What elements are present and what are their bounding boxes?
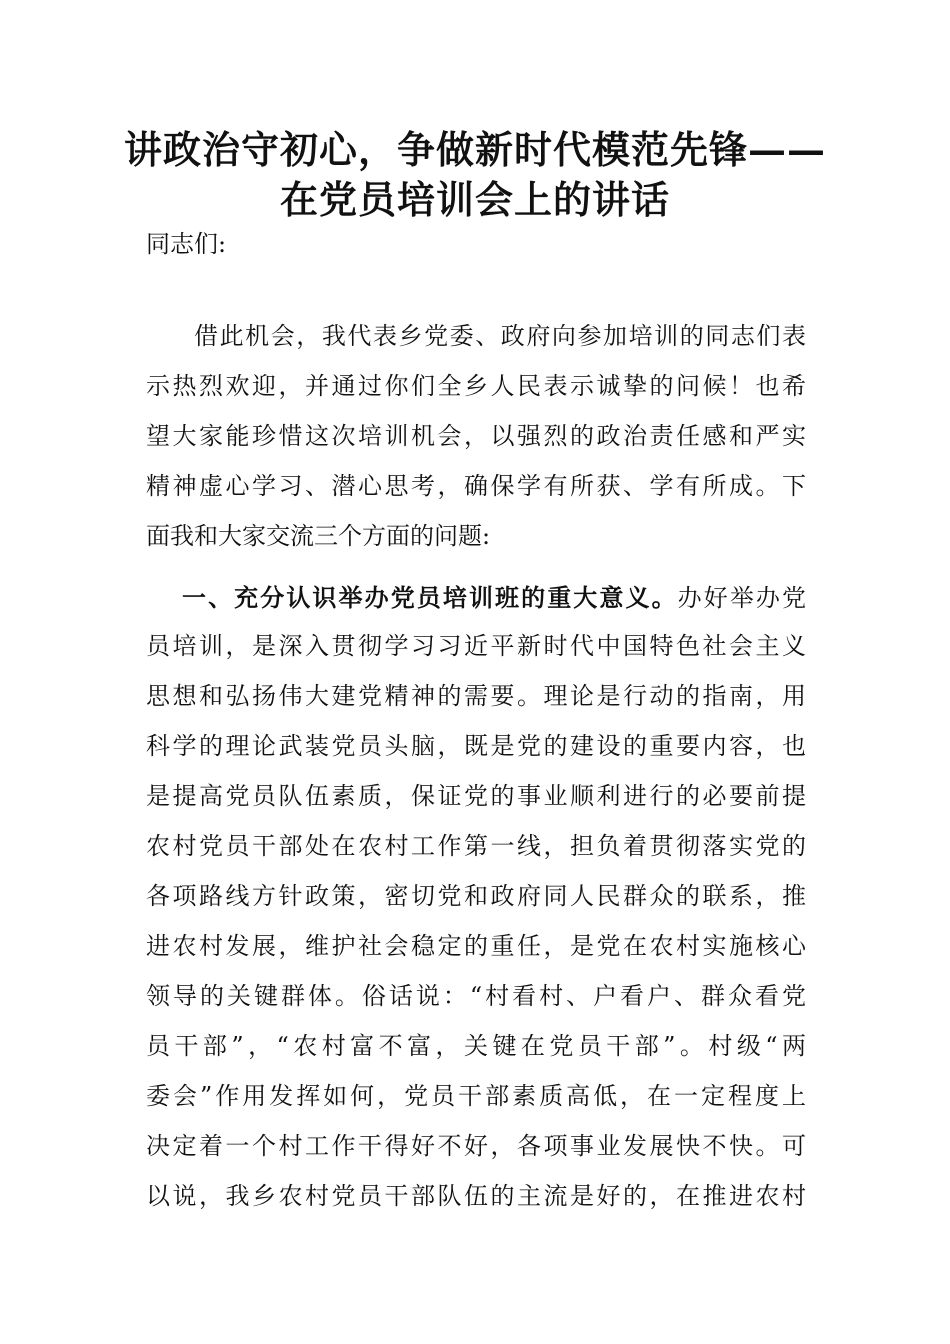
paragraph-1-line-5: 面我和大家交流三个方面的问题:	[146, 522, 491, 550]
paragraph-2-line-5: 农村党员干部处在农村工作第一线，担负着贯彻落实党的	[146, 832, 806, 860]
paragraph-2-line-4: 是提高党员队伍素质，保证党的事业顺利进行的必要前提	[146, 782, 806, 810]
paragraph-2-line-12: 以说，我乡农村党员干部队伍的主流是好的，在推进农村	[146, 1182, 806, 1210]
paragraph-2-line-2: 思想和弘扬伟大建党精神的需要。理论是行动的指南，用	[146, 682, 806, 710]
section-1-heading: 一、充分认识举办党员培训班的重大意义。	[182, 583, 678, 612]
paragraph-1-line-3: 望大家能珍惜这次培训机会，以强烈的政治责任感和严实	[146, 422, 806, 450]
paragraph-2-line-1: 员培训，是深入贯彻学习习近平新时代中国特色社会主义	[146, 632, 806, 660]
section-1-first-line-text: 办好举办党	[677, 584, 807, 612]
paragraph-2-line-9: 员干部”，“农村富不富，关键在党员干部”。村级“两	[146, 1032, 806, 1060]
paragraph-2-line-6: 各项路线方针政策，密切党和政府同人民群众的联系，推	[146, 882, 806, 910]
document-title-line-2: 在党员培训会上的讲话	[279, 177, 670, 222]
section-1-first-line	[182, 572, 806, 624]
paragraph-2-line-7: 进农村发展，维护社会稳定的重任，是党在农村实施核心	[146, 932, 806, 960]
paragraph-2-line-8: 领导的关键群体。俗话说：“村看村、户看户、群众看党	[146, 982, 806, 1010]
paragraph-1-line-2: 示热烈欢迎，并通过你们全乡人民表示诚挚的问候！也希	[146, 372, 806, 400]
paragraph-2-line-3: 科学的理论武装党员头脑，既是党的建设的重要内容，也	[146, 732, 806, 760]
paragraph-1-line-1: 借此机会，我代表乡党委、政府向参加培训的同志们表	[194, 322, 806, 350]
salutation: 同志们:	[146, 230, 227, 258]
paragraph-2-line-11: 决定着一个村工作干得好不好，各项事业发展快不快。可	[146, 1132, 806, 1160]
paragraph-1-line-4: 精神虚心学习、潜心思考，确保学有所获、学有所成。下	[146, 472, 806, 500]
document-title-line-1: 讲政治守初心，争做新时代模范先锋——	[123, 127, 826, 172]
paragraph-2-line-10: 委会”作用发挥如何，党员干部素质高低，在一定程度上	[146, 1082, 806, 1110]
